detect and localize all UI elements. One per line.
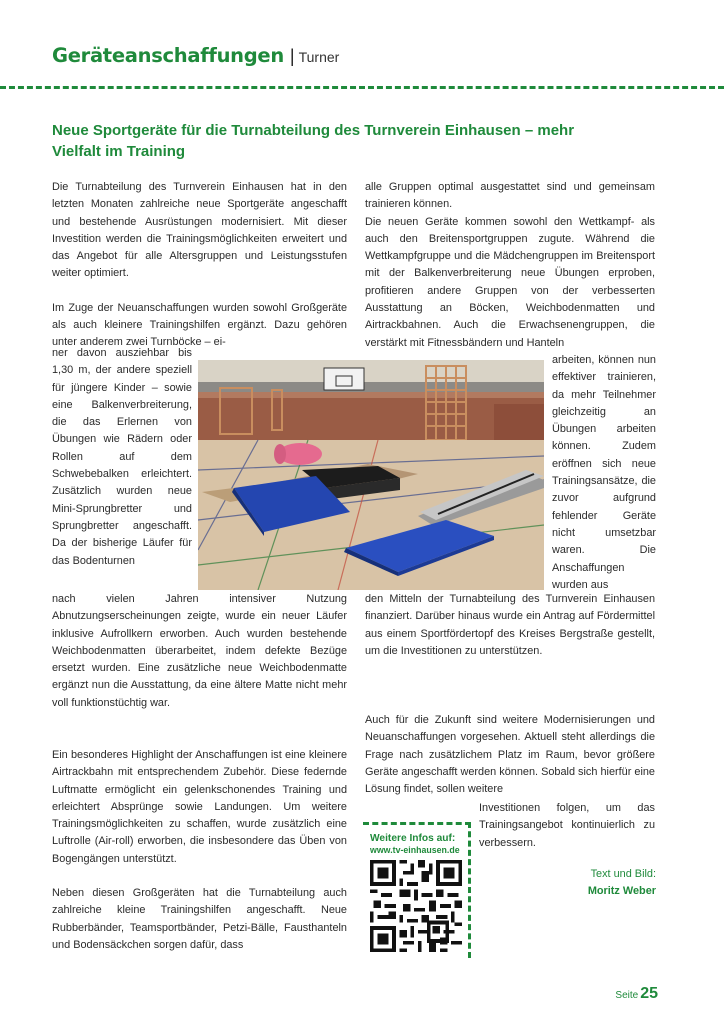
credit-label: Text und Bild: xyxy=(590,868,656,880)
left-column-under-photo xyxy=(52,591,347,712)
left-column-wrap xyxy=(52,345,192,570)
paragraph: Auch für die Zukunft sind weitere Modernisierungen und Neuanschaffungen vorgesehen. Aktuell steht allerdings die Frage nach zusätzlichem Platz im Raum, bevor größere Geräte angeschafft werden können. Sobald sich hierfür eine Lösung findet, sollen weitere xyxy=(365,714,655,796)
paragraph: Die neuen Geräte kommen sowohl den Wettkampf- als auch den Breitensportgruppen zugute. Während die Wettkampfgruppe und die Mädchengruppen im Breitensport mit der Balkenverbreiterung neue Übungen erproben, profitieren andere Gruppen von der verbesserten Ausstattung an Böcken, Weichbodenmatten und Airtrackbahnen. Auch die Erwachsenengruppen, die verstärkt mit Fitnessbändern und Hanteln xyxy=(365,215,655,349)
paragraph: ner davon ausziehbar bis 1,30 m, der andere speziell für jüngere Kinder – sowie eine Balkenverbreiterung, die das Erlernen von Übungen wie Rädern oder Rollen auf dem Schwebebalken erleichtert. Zusätzlich wurden neue Mini-Sprungbretter und Sprungbretter angeschafft. Da der bisherige Läufer für das Bodenturnen xyxy=(52,347,192,567)
paragraph: Die Turnabteilung des Turnverein Einhausen hat in den letzten Monaten zahlreiche neue Sportgeräte angeschafft und bestehende Ausrüstungen modernisiert. Mit dieser Investition werden die Trainingsmöglichkeiten erweitert und das Angebot für alle Altersgruppen und Leistungsstufen weiter optimiert. xyxy=(52,181,347,280)
right-column-bottom xyxy=(365,712,655,798)
credit-author: Moritz Weber xyxy=(587,885,656,897)
section-title: Geräteanschaffungen xyxy=(52,44,284,67)
paragraph: nach vielen Jahren intensiver Nutzung Abnutzungserscheinungen zeigte, wurde ein neuer Läufer inklusive Aufrollkern erworben. Auch wurden bestehende Weichbodenmatten überarbeitet, indem defekte Bezüge ersetzt wurden. Eine zusätzliche neue Weichbodenmatte ergänzt nun die Ausstattung, da eine ältere Matte nicht mehr voll funktionstüchtig war. xyxy=(52,593,347,709)
page-header xyxy=(52,44,339,74)
left-column-top xyxy=(52,179,347,352)
qr-code-icon[interactable] xyxy=(370,860,462,952)
paragraph: Neben diesen Großgeräten hat die Turnabteilung auch zahlreiche kleine Trainingshilfen angeschafft. Neue Rubberbänder, Teamsportbänder, Petzi-Bälle, Fausthanteln und Bodensäckchen sorgen dafür, dass xyxy=(52,887,347,951)
section-subtitle: Turner xyxy=(298,49,340,65)
right-column-end xyxy=(479,800,655,852)
page-number xyxy=(600,985,658,1003)
right-column-wrap xyxy=(552,352,656,594)
right-column-top xyxy=(365,179,655,352)
article-headline: Neue Sportgeräte für die Turnabteilung des Turnverein Einhausen – mehr Vielfalt im Training xyxy=(52,122,575,160)
paragraph: arbeiten, können nun effektiver trainieren, da mehr Teilnehmer gleichzeitig an Übungen arbeiten können. Zudem eröffnen sich neue Trainingsansätze, die zuvor aufgrund fehlender Geräte nicht umsetzbar waren. Die Anschaffungen wurden aus xyxy=(552,354,656,591)
paragraph: Ein besonderes Highlight der Anschaffungen ist eine kleinere Airtrackbahn mit entsprechendem Zubehör. Diese federnde Luftmatte ermöglicht ein gelenkschonendes Training und erleichtert Absprünge sowie Landungen. Um weitere Trainingsmöglichkeiten zu schaffen, wurde zusätzlich eine Luftrolle (Air-roll) erworben, die insbesondere das Üben von Bogengängen unterstützt. xyxy=(52,749,347,865)
gym-photo xyxy=(198,360,544,590)
paragraph: den Mitteln der Turnabteilung des Turnverein Einhausen finanziert. Darüber hinaus wurde ein Antrag auf Fördermittel aus einem Sportfördertopf des Kreises Bergstraße gestellt, um die Investitionen zu unterstützen. xyxy=(365,593,655,657)
header-separator: | xyxy=(289,46,295,66)
paragraph: Investitionen folgen, um das Trainingsangebot kontinuierlich zu verbessern. xyxy=(479,802,655,849)
left-column-bottom xyxy=(52,747,347,954)
right-column-under-photo xyxy=(365,591,655,660)
paragraph: alle Gruppen optimal ausgestattet sind und gemeinsam trainieren können. xyxy=(365,181,655,211)
header-divider xyxy=(0,86,724,89)
info-box-title: Weitere Infos auf: xyxy=(370,833,456,844)
page-number-value: 25 xyxy=(640,985,658,1002)
article-credit xyxy=(560,866,656,900)
page-label: Seite xyxy=(615,990,639,1001)
gym-illustration xyxy=(198,360,544,590)
info-box-url[interactable]: www.tv-einhausen.de xyxy=(370,845,460,855)
paragraph: Im Zuge der Neuanschaffungen wurden sowohl Großgeräte als auch kleinere Trainingshilfen ergänzt. Dazu gehören unter anderem zwei Turnböcke – ei- xyxy=(52,301,347,349)
